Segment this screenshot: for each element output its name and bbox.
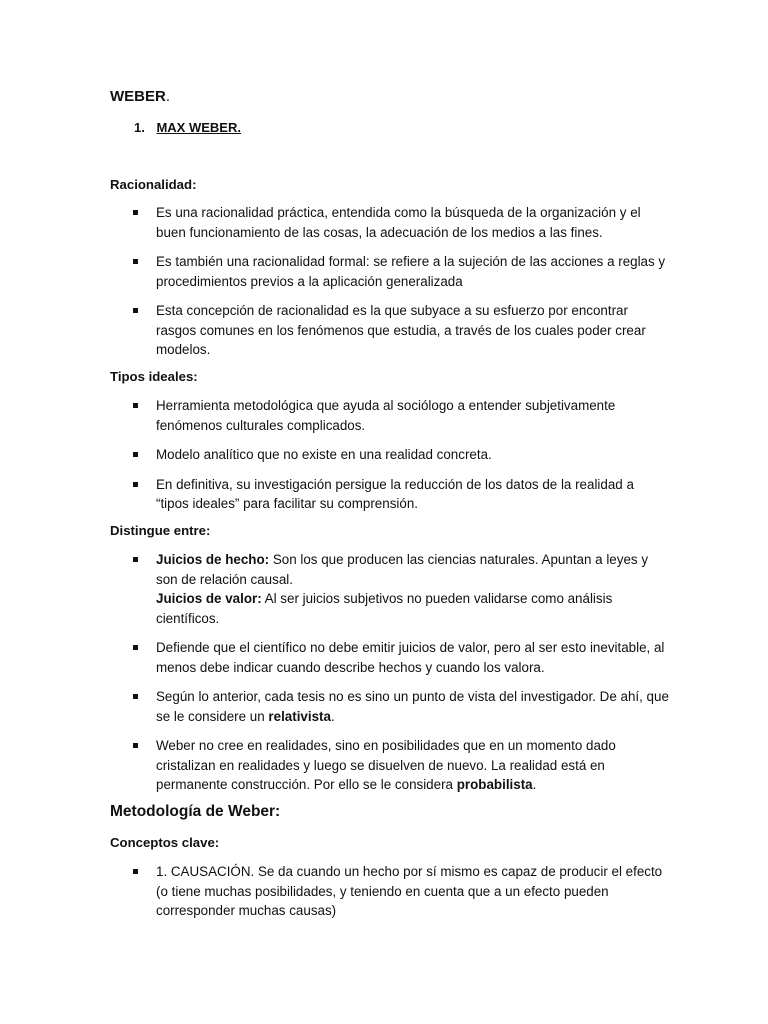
bullet-icon (133, 694, 138, 699)
list-item: Weber no cree en realidades, sino en posibilidades que en un momento dado cristalizan en realidades y luego se disuelven de nuevo. La realidad está en permanente construcción. Por ello se le considera probabilista. (110, 736, 670, 795)
bullet-icon (133, 869, 138, 874)
title-dot: . (165, 88, 171, 105)
bullet-icon (133, 452, 138, 457)
bullet-icon (133, 210, 138, 215)
list-item: Juicios de hecho: Son los que producen las ciencias naturales. Apuntan a leyes y son de relación causal. Juicios de valor: Al ser juicios subjetivos no pueden validarse como análisis científicos. (110, 550, 670, 628)
bullet-icon (133, 743, 138, 748)
list-item: Defiende que el científico no debe emitir juicios de valor, pero al ser esto inevitable, al menos debe indicar cuando describe hechos y cuando los valora. (110, 638, 670, 677)
bullet-icon (133, 482, 138, 487)
juicios-valor-label: Juicios de valor: (156, 591, 262, 606)
list-item: Es también una racionalidad formal: se refiere a la sujeción de las acciones a reglas y procedimientos previos a la aplicación generalizada (110, 252, 670, 291)
item-number: 1. (134, 120, 145, 135)
heading-metodologia: Metodología de Weber: (110, 803, 281, 820)
list-item: Según lo anterior, cada tesis no es sino un punto de vista del investigador. De ahí, que se le considere un relativista. (110, 687, 670, 726)
list-item: 1. CAUSACIÓN. Se da cuando un hecho por sí mismo es capaz de producir el efecto (o tiene muchas posibilidades, y teniendo en cuenta que a un efecto pueden corresponder muchas causas) (110, 862, 670, 921)
list-item: Es una racionalidad práctica, entendida como la búsqueda de la organización y el buen funcionamiento de las cosas, la adecuación de los medios a las fines. (110, 203, 670, 242)
heading-tipos-ideales: Tipos ideales: (110, 369, 198, 384)
list-tipos-ideales (110, 396, 670, 514)
list-item: Herramienta metodológica que ayuda al sociólogo a entender subjetivamente fenómenos culturales complicados. (110, 396, 670, 435)
list-item: Modelo analítico que no existe en una realidad concreta. (110, 445, 670, 465)
numbered-item-max-weber (134, 118, 241, 138)
list-item: Esta concepción de racionalidad es la que subyace a su esfuerzo por encontrar rasgos comunes en los fenómenos que estudia, a través de los cuales poder crear modelos. (110, 301, 670, 360)
title-text: WEBER (110, 88, 166, 105)
list-item: En definitiva, su investigación persigue la reducción de los datos de la realidad a “tipos ideales” para facilitar su comprensión. (110, 475, 670, 514)
bullet-icon (133, 645, 138, 650)
heading-conceptos-clave: Conceptos clave: (110, 835, 220, 850)
heading-racionalidad: Racionalidad: (110, 177, 197, 192)
bullet-icon (133, 259, 138, 264)
relativista-bold: relativista (268, 708, 331, 724)
list-conceptos (110, 862, 670, 921)
bullet-icon (133, 403, 138, 408)
bullet-icon (133, 308, 138, 313)
juicios-hecho-label: Juicios de hecho: (156, 552, 270, 567)
heading-distingue: Distingue entre: (110, 523, 211, 538)
item-label: MAX WEBER. (156, 120, 241, 135)
list-racionalidad (110, 203, 670, 360)
document-title (110, 87, 670, 107)
bullet-icon (133, 557, 138, 562)
probabilista-bold: probabilista (456, 777, 533, 792)
list-distingue (110, 550, 670, 795)
